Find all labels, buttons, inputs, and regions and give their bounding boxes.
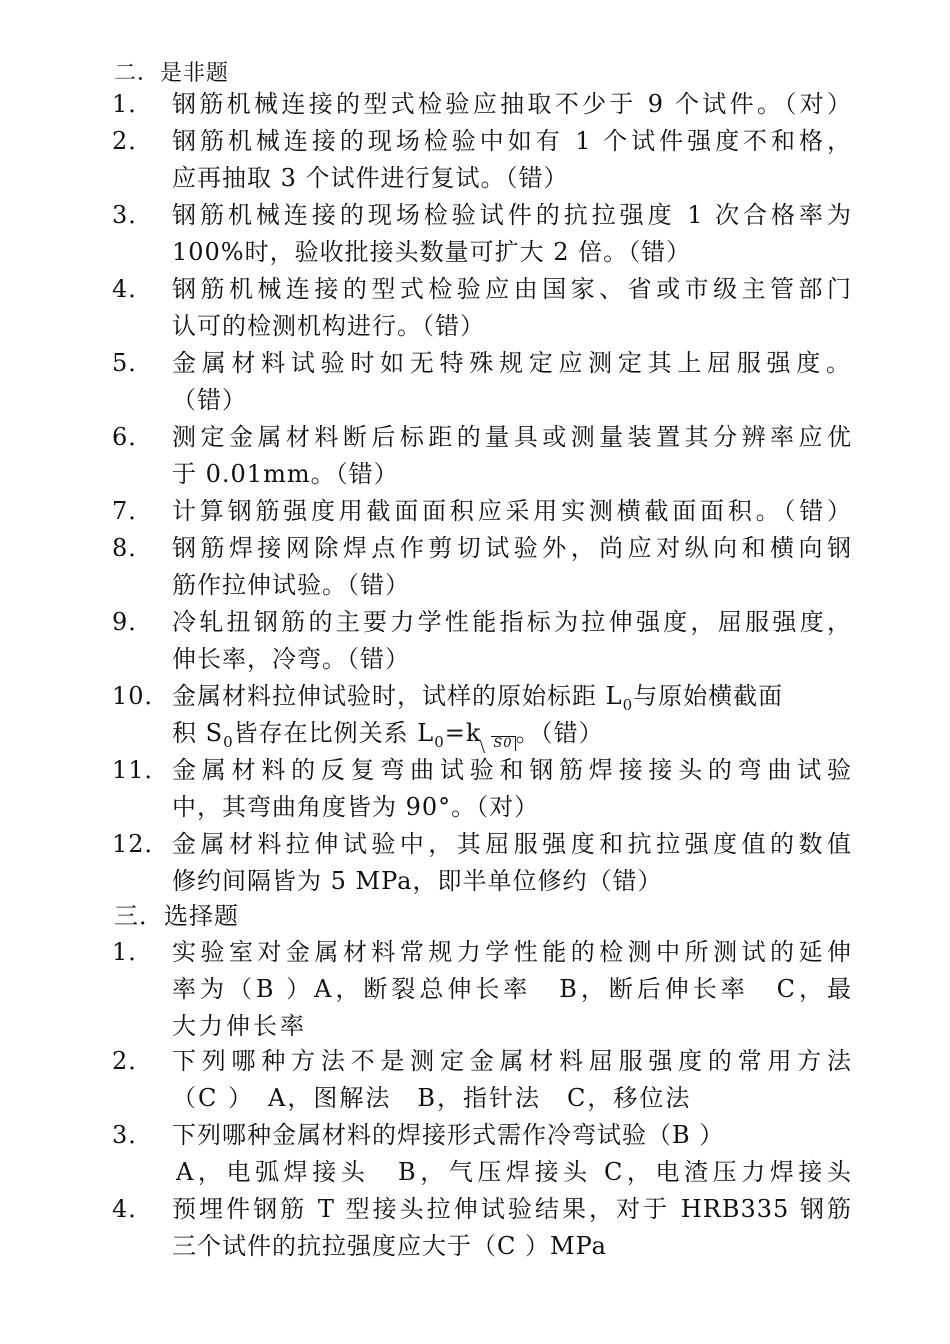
tf-item-2 xyxy=(112,123,852,197)
tf-item-1 xyxy=(112,86,852,123)
text-segment: 皆存在比例关系 L xyxy=(233,719,435,747)
item-number: 2． xyxy=(112,127,154,155)
item-number: 7． xyxy=(112,497,154,525)
tf-item-4 xyxy=(112,271,852,345)
item-text: 于 0.01mm。（错） xyxy=(172,460,399,488)
item-number: 1． xyxy=(112,90,154,118)
item-text: 钢筋焊接网除焊点作剪切试验外，尚应对纵向和横向钢 xyxy=(172,534,852,562)
item-text: （错） xyxy=(172,386,247,414)
item-number: 3． xyxy=(112,201,154,229)
item-text: 下列哪种金属材料的焊接形式需作冷弯试验（B ） xyxy=(172,1121,725,1149)
text-segment: 与原始横截面 xyxy=(633,682,784,710)
tf-item-5 xyxy=(112,345,852,419)
item-text: 率为（B ）A，断裂总伸长率 B，断后伸长率 C，最 xyxy=(172,975,852,1003)
item-text: 金属材料拉伸试验中，其屈服强度和抗拉强度值的数值 xyxy=(172,830,852,858)
choice-item-4 xyxy=(112,1191,852,1265)
item-text: （C ） A，图解法 B，指针法 C，移位法 xyxy=(172,1084,692,1112)
item-text: 筋作拉伸试验。（错） xyxy=(172,571,410,599)
item-text: 大力伸长率 xyxy=(172,1012,307,1040)
tf-item-8 xyxy=(112,530,852,604)
item-text: 金属材料的反复弯曲试验和钢筋焊接接头的弯曲试验 xyxy=(172,756,852,784)
subscript: 0 xyxy=(434,733,445,751)
item-text: 认可的检测机构进行。（错） xyxy=(172,312,485,340)
item-number: 6． xyxy=(112,423,154,451)
item-text: 应再抽取 3 个试件进行复试。（错） xyxy=(172,164,569,192)
square-root: S0 xyxy=(491,736,515,751)
item-text: 实验室对金属材料常规力学性能的检测中所测试的延伸 xyxy=(172,938,852,966)
subscript: 0 xyxy=(622,696,634,714)
item-number: 2． xyxy=(112,1047,154,1075)
item-number: 11． xyxy=(112,756,170,784)
text-segment: =k xyxy=(444,719,482,747)
subscript: 0 xyxy=(223,733,234,751)
choice-item-3 xyxy=(112,1117,852,1191)
tf-item-9 xyxy=(112,604,852,678)
text-segment: 金属材料拉伸试验时，试样的原始标距 L xyxy=(172,682,623,710)
item-text: 预埋件钢筋 T 型接头拉伸试验结果，对于 HRB335 钢筋 xyxy=(172,1195,852,1223)
choice-item-2 xyxy=(112,1043,852,1117)
section-title-choice: 三．选择题 xyxy=(114,902,239,930)
item-number: 9． xyxy=(112,608,154,636)
choice-item-1 xyxy=(112,934,852,1045)
item-number: 3． xyxy=(112,1121,154,1149)
item-text: 钢筋机械连接的现场检验中如有 1 个试件强度不和格， xyxy=(172,127,852,155)
item-text: 钢筋机械连接的现场检验试件的抗拉强度 1 次合格率为 xyxy=(172,201,852,229)
item-number: 4． xyxy=(112,1195,154,1223)
item-number: 12． xyxy=(112,830,170,858)
tf-item-11 xyxy=(112,752,852,826)
section-title-true-false: 二．是非题 xyxy=(114,61,230,86)
tf-item-7 xyxy=(112,493,852,530)
item-number: 5． xyxy=(112,349,154,377)
tf-item-6 xyxy=(112,419,852,493)
item-text: 100%时，验收批接头数量可扩大 2 倍。（错） xyxy=(172,238,692,266)
item-text: 钢筋机械连接的型式检验应由国家、省或市级主管部门 xyxy=(172,275,852,303)
item-number: 4． xyxy=(112,275,154,303)
item-text: 伸长率，冷弯。（错） xyxy=(172,645,410,673)
tf-item-10 xyxy=(112,678,852,752)
item-text: A，电弧焊接头 B，气压焊接头 C，电渣压力焊接头 xyxy=(176,1158,852,1186)
item-text: 中，其弯曲角度皆为 90°。（对） xyxy=(172,793,540,821)
item-number: 1． xyxy=(112,938,154,966)
tf-item-3 xyxy=(112,197,852,271)
item-text: 冷轧扭钢筋的主要力学性能指标为拉伸强度，屈服强度， xyxy=(172,608,852,636)
item-text: 三个试件的抗拉强度应大于（C ）MPa xyxy=(172,1232,607,1260)
item-text xyxy=(172,678,852,715)
item-text: 测定金属材料断后标距的量具或测量装置其分辨率应优 xyxy=(172,423,852,451)
item-number: 10． xyxy=(112,682,170,710)
item-text: 钢筋机械连接的型式检验应抽取不少于 9 个试件。（对） xyxy=(172,90,852,118)
item-text xyxy=(172,715,852,752)
item-text: 金属材料试验时如无特殊规定应测定其上屈服强度。 xyxy=(172,349,852,377)
item-text: 修约间隔皆为 5 MPa，即半单位修约（错） xyxy=(172,867,663,895)
text-segment: 。（错） xyxy=(515,719,604,747)
text-segment: 积 S xyxy=(172,719,224,747)
item-number: 8． xyxy=(112,534,154,562)
tf-item-12 xyxy=(112,826,852,900)
item-text: 下列哪种方法不是测定金属材料屈服强度的常用方法 xyxy=(172,1047,852,1075)
item-text: 计算钢筋强度用截面面积应采用实测横截面面积。（错） xyxy=(172,497,852,525)
